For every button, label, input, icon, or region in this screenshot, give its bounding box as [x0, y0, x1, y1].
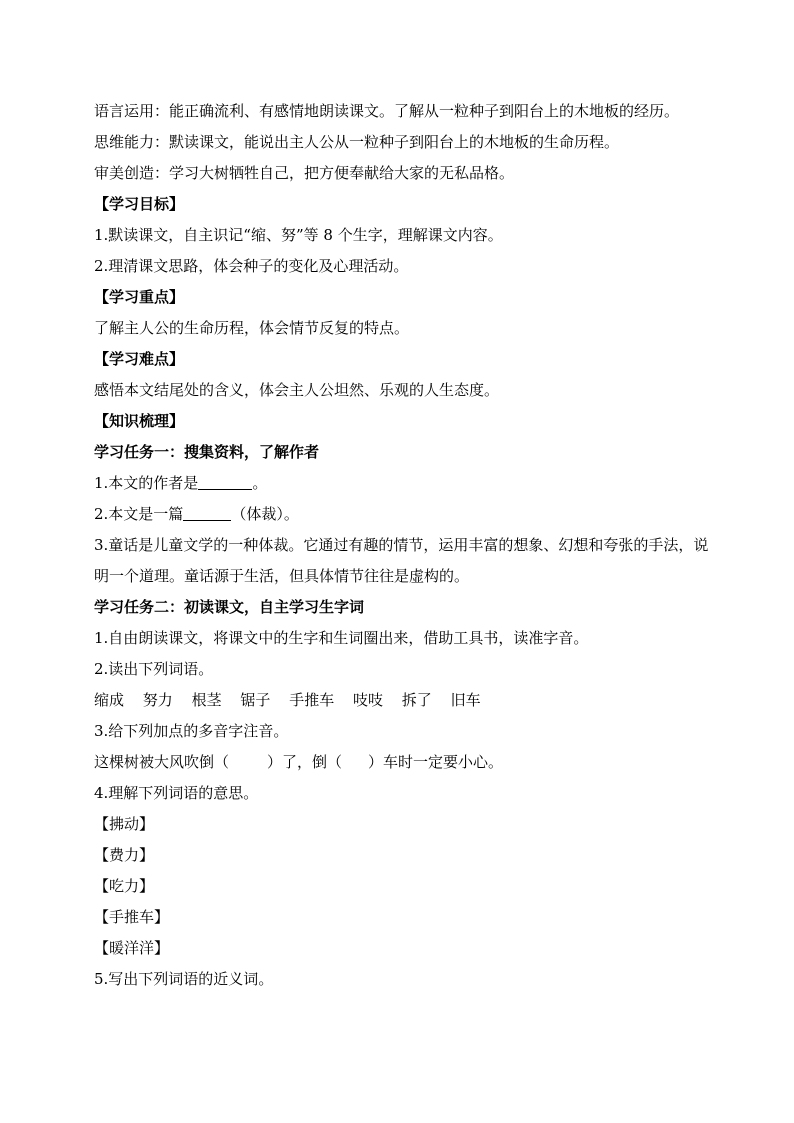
task2-question-1: 1.自由朗读课文，将课文中的生字和生词圈出来，借助工具书，读准字音。: [94, 629, 589, 647]
term-item: 【拂动】: [94, 815, 155, 833]
term-item: 【吃力】: [94, 877, 155, 895]
polyphone-sentence: [94, 747, 714, 778]
difficulty-text: 感悟本文结尾处的含义，体会主人公坦然、乐观的人生态度。: [94, 381, 500, 399]
task2-question-3: 3.给下列加点的多音字注音。: [94, 722, 289, 740]
task2-question-5: 5.写出下列词语的近义词。: [94, 970, 274, 988]
word-list: [94, 685, 714, 716]
word-item: 锯子: [240, 691, 271, 709]
polyphone-part-1: 这棵树被大风吹倒（: [94, 753, 230, 771]
task2-question-4: 4.理解下列词语的意思。: [94, 784, 259, 802]
task1-question-3: 3.童话是儿童文学的一种体裁。它通过有趣的情节，运用丰富的想象、幻想和夸张的手法，说明一个道理。童话源于生活，但具体情节往往是虚构的。: [94, 536, 709, 585]
term-item: 【费力】: [94, 846, 155, 864]
task2-heading: 学习任务二：初读课文，自主学习生字词: [94, 598, 365, 616]
goal-item-2: 2.理清课文思路，体会种子的变化及心理活动。: [94, 257, 409, 275]
difficulty-heading: 【学习难点】: [94, 350, 185, 368]
genre-answer-blank[interactable]: [183, 504, 231, 521]
focus-heading: 【学习重点】: [94, 288, 185, 306]
word-item: 旧车: [450, 691, 481, 709]
document-page: [94, 96, 714, 995]
word-item: 吱吱: [352, 691, 383, 709]
task1-question-1: [94, 468, 714, 499]
task2-question-2: 2.读出下列词语。: [94, 660, 214, 678]
task1-q2-prefix: 2.本文是一篇: [94, 505, 184, 523]
literacy-thinking: 思维能力：默读课文，能说出主人公从一粒种子到阳台上的木地板的生命历程。: [94, 133, 620, 151]
term-item: 【手推车】: [94, 908, 170, 926]
task1-heading: 学习任务一：搜集资料，了解作者: [94, 443, 320, 461]
task1-q1-suffix: 。: [252, 474, 268, 492]
word-item: 根茎: [191, 691, 222, 709]
goal-item-1: 1.默读课文，自主识记“缩、努”等 8 个生字，理解课文内容。: [94, 226, 503, 244]
task1-q2-suffix: （体裁）。: [231, 505, 299, 523]
polyphone-part-2: ）了，倒（: [267, 753, 343, 771]
literacy-aesthetic: 审美创造：学习大树牺牲自己，把方便奉献给大家的无私品格。: [94, 164, 515, 182]
knowledge-heading: 【知识梳理】: [94, 412, 185, 430]
term-item: 【暖洋洋】: [94, 939, 170, 957]
focus-text: 了解主人公的生命历程，体会情节反复的特点。: [94, 319, 410, 337]
task1-question-2: [94, 499, 714, 530]
word-item: 拆了: [401, 691, 432, 709]
word-item: 努力: [142, 691, 173, 709]
literacy-language: 语言运用：能正确流利、有感情地朗读课文。了解从一粒种子到阳台上的木地板的经历。: [94, 102, 680, 120]
goals-heading: 【学习目标】: [94, 195, 185, 213]
author-answer-blank[interactable]: [198, 473, 252, 490]
task1-q1-prefix: 1.本文的作者是: [94, 474, 199, 492]
word-item: 手推车: [289, 691, 335, 709]
polyphone-part-3: ）车时一定要小心。: [368, 753, 504, 771]
word-item: 缩成: [94, 691, 125, 709]
